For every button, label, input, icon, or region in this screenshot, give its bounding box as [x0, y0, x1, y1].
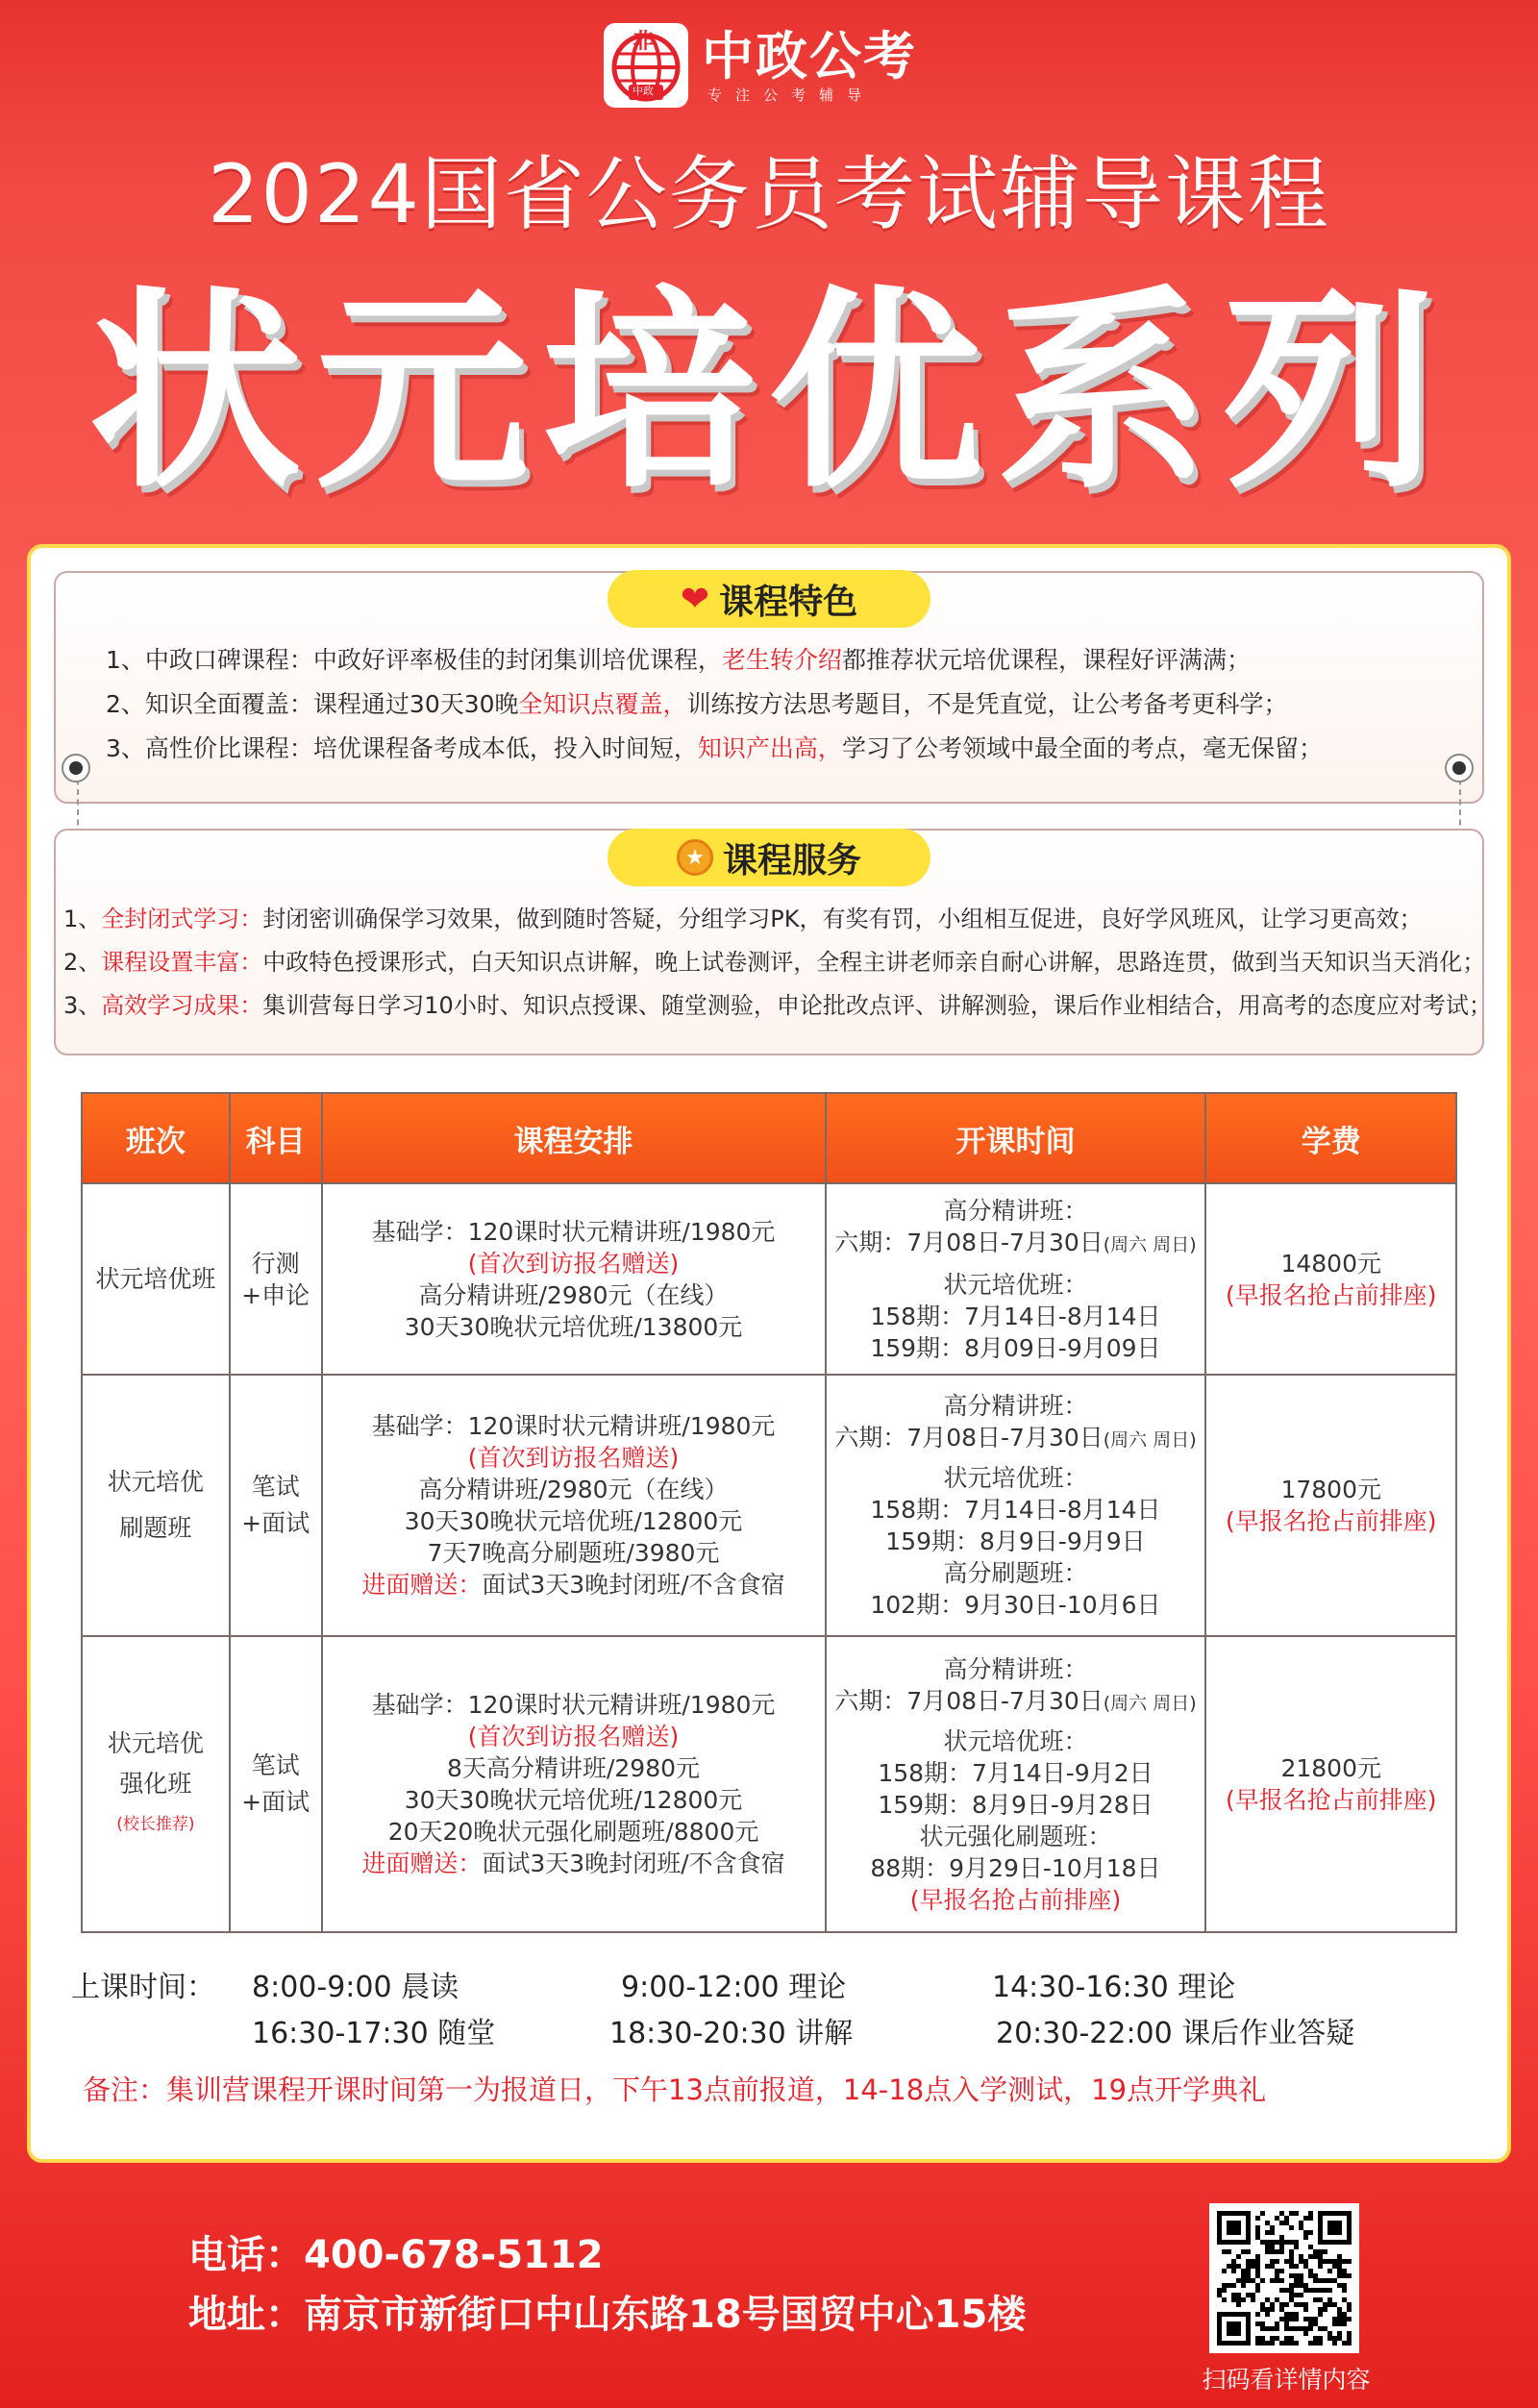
col-header: 班次	[82, 1093, 230, 1183]
phone-number[interactable]: 400-678-5112	[304, 2233, 604, 2277]
col-header: 开课时间	[826, 1093, 1206, 1183]
address-text: 南京市新街口中山东路18号国贸中心15楼	[304, 2293, 1027, 2337]
features-heading-text: 课程特色	[719, 582, 858, 622]
service-item: 3、高效学习成果：集训营每日学习10小时、知识点授课、随堂测验，申论批改点评、讲解测验，课后作业相结合，用高考的态度应对考试；	[63, 992, 1492, 1019]
plan-cell: 基础学：120课时状元精讲班/1980元 (首次到访报名赠送) 高分精讲班/2980元（在线） 30天30晚状元培优班/12800元 7天7晚高分刷题班/3980元 进面赠送：面试3天3晚封闭班/不含食宿	[322, 1375, 826, 1636]
brand-slogan: 专注公考辅导	[707, 86, 876, 104]
qr-code-icon	[1217, 2211, 1352, 2346]
features-list	[106, 638, 1323, 771]
time-cell: 高分精讲班： 六期：7月08日-7月30日(周六 周日) 状元培优班： 158期：7月14日-8月14日 159期：8月09日-9月09日	[826, 1183, 1206, 1375]
service-item: 2、课程设置丰富：中政特色授课形式，白天知识点讲解，晚上试卷测评，全程主讲老师亲自耐心讲解，思路连贯，做到当天知识当天消化；	[63, 949, 1486, 976]
services-heading-text: 课程服务	[722, 840, 861, 881]
table-row	[82, 1375, 1456, 1636]
heart-icon: ❤	[680, 579, 710, 619]
class-name-cell: 状元培优 强化班 (校长推荐)	[82, 1636, 230, 1932]
table-header-row	[82, 1093, 1456, 1183]
features-heading	[608, 570, 930, 628]
table-row	[82, 1636, 1456, 1932]
feature-item: 1、中政口碑课程：中政好评率极佳的封闭集训培优课程，老生转介绍都推荐状元培优课程，课程好评满满；	[106, 646, 1251, 674]
time-cell: 高分精讲班： 六期：7月08日-7月30日(周六 周日) 状元培优班： 158期：7月14日-9月2日 159期：8月9日-9月28日 状元强化刷题班： 88期：9月29日-10月18日 (早报名抢占前排座)	[826, 1636, 1206, 1932]
plan-cell: 基础学：120课时状元精讲班/1980元 (首次到访报名赠送) 高分精讲班/2980元（在线） 30天30晚状元培优班/13800元	[322, 1183, 826, 1375]
badge-char-top: 非	[633, 30, 655, 54]
subject-cell: 行测 +申论	[230, 1183, 322, 1375]
schedule-label: 上课时间：	[71, 1971, 215, 2004]
fee-cell: 17800元 (早报名抢占前排座)	[1205, 1375, 1456, 1636]
qr-code[interactable]	[1209, 2203, 1359, 2353]
services-heading	[608, 829, 930, 886]
service-item: 1、全封闭式学习：封闭密训确保学习效果，做到随时答疑，分组学习PK，有奖有罚，小组相互促进，良好学风班风，让学习更高效；	[63, 906, 1423, 932]
brand-logo	[604, 21, 917, 110]
table-row	[82, 1183, 1456, 1375]
brand-name: 中政公考	[702, 24, 917, 87]
feature-item: 3、高性价比课程：培优课程备考成本低，投入时间短，知识产出高，学习了公考领域中最全面的考点，毫无保留；	[106, 734, 1323, 762]
schedule-slot: 16:30-17:30 随堂	[252, 2017, 496, 2050]
schedule-slot: 14:30-16:30 理论	[992, 1971, 1236, 2004]
time-cell: 高分精讲班： 六期：7月08日-7月30日(周六 周日) 状元培优班： 158期：7月14日-8月14日 159期：8月9日-9月9日 高分刷题班： 102期：9月30日-10月6日	[826, 1375, 1206, 1636]
badge-char-bottom: 中政	[633, 85, 654, 97]
phone-line: 电话：400-678-5112	[188, 2233, 604, 2277]
schedule-slot: 8:00-9:00 晨读	[252, 1971, 459, 2004]
principal-recommend-badge: (校长推荐)	[116, 1815, 195, 1834]
subject-cell: 笔试 +面试	[230, 1375, 322, 1636]
schedule-slot: 20:30-22:00 课后作业答疑	[996, 2017, 1355, 2050]
pin-icon	[1445, 754, 1474, 782]
page-subtitle: 2024国省公务员考试辅导课程	[208, 147, 1330, 241]
logo-badge	[604, 23, 688, 108]
class-name-cell: 状元培优班	[82, 1183, 230, 1375]
schedule-slot: 9:00-12:00 理论	[621, 1971, 847, 2004]
col-header: 科目	[230, 1093, 322, 1183]
class-name-cell: 状元培优 刷题班	[82, 1375, 230, 1636]
qr-caption: 扫码看详情内容	[1202, 2366, 1371, 2394]
feature-item: 2、知识全面覆盖：课程通过30天30晚全知识点覆盖，训练按方法思考题目，不是凭直觉，让公考备考更科学；	[106, 690, 1288, 718]
services-list	[63, 898, 1492, 1028]
col-header: 学费	[1205, 1093, 1456, 1183]
plan-cell: 基础学：120课时状元精讲班/1980元 (首次到访报名赠送) 8天高分精讲班/2980元 30天30晚状元培优班/12800元 20天20晚状元强化刷题班/8800元 进面赠送：面试3天3晚封闭班/不含食宿	[322, 1636, 826, 1932]
col-header: 课程安排	[322, 1093, 826, 1183]
course-table	[81, 1092, 1457, 1933]
pin-icon	[62, 754, 90, 782]
medal-icon: ★	[677, 839, 713, 876]
schedule-slot: 18:30-20:30 讲解	[609, 2017, 854, 2050]
page-title: 状元培优系列	[88, 269, 1450, 517]
remark-note: 备注：集训营课程开课时间第一为报道日，下午13点前报道，14-18点入学测试，19点开学典礼	[83, 2073, 1267, 2106]
fee-cell: 14800元 (早报名抢占前排座)	[1205, 1183, 1456, 1375]
fee-cell: 21800元 (早报名抢占前排座)	[1205, 1636, 1456, 1932]
subject-cell: 笔试 +面试	[230, 1636, 322, 1932]
address-line: 地址：南京市新街口中山东路18号国贸中心15楼	[188, 2293, 1027, 2337]
